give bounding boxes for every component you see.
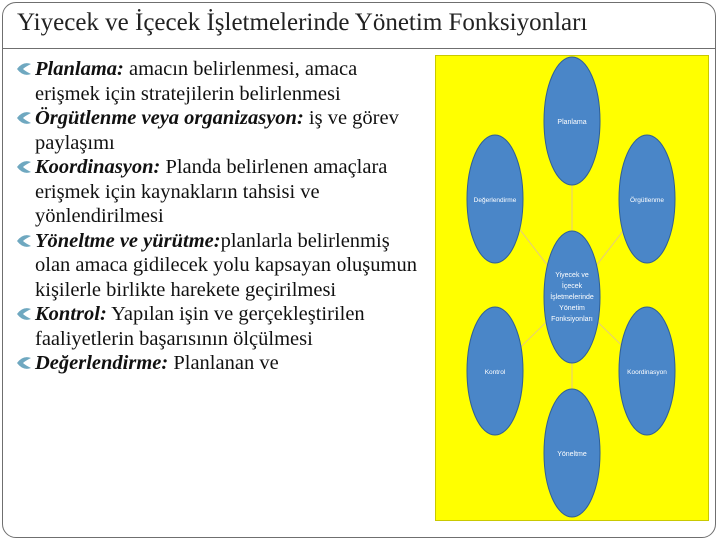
bullet-item <box>11 155 423 229</box>
bullet-term: Yöneltme ve yürütme: <box>35 229 221 252</box>
bullet-icon <box>13 232 33 250</box>
node-koordinasyon <box>619 307 675 435</box>
diagram-canvas <box>435 55 709 521</box>
node-yoneltme <box>544 389 600 517</box>
bullet-item <box>11 351 423 376</box>
bullet-item <box>11 57 423 106</box>
management-functions-diagram <box>435 55 709 521</box>
bullet-item <box>11 106 423 155</box>
node-label: Örgütlenme <box>630 197 664 204</box>
node-label: Yöneltme <box>557 451 587 458</box>
bullet-term: Kontrol: <box>35 303 107 325</box>
center-node <box>544 231 600 363</box>
bullet-text: Planda belirlenen amaçlara erişmek için kaynakların tahsisi ve yönlendirilmesi <box>35 156 388 227</box>
bullet-item <box>11 229 423 303</box>
bullet-text: amacın belirlenmesi, amaca erişmek için stratejilerin belirlenmesi <box>35 58 358 105</box>
bullet-term: Planlama: <box>35 58 124 80</box>
bullet-list <box>11 57 423 376</box>
node-label: Koordinasyon <box>627 369 667 376</box>
bullet-text: iş ve görev paylaşımı <box>35 107 399 154</box>
node-label: Planlama <box>557 119 587 126</box>
node-label: Değerlendirme <box>473 197 517 204</box>
node-planlama <box>544 57 600 185</box>
center-label-line: Yönetim <box>559 305 585 312</box>
center-label-line: İşletmelerinde <box>550 294 594 301</box>
bullet-icon <box>13 354 33 372</box>
node-kontrol <box>467 307 523 435</box>
slide-frame <box>2 2 716 538</box>
center-label-line: Yiyecek ve <box>555 272 589 279</box>
bullet-term: Örgütlenme veya organizasyon: <box>35 107 304 129</box>
slide-title: Yiyecek ve İçecek İşletmelerinde Yönetim Fonksiyonları <box>17 9 588 36</box>
bullet-text: Yapılan işin ve gerçekleştirilen faaliyetlerin başarısının ölçülmesi <box>35 303 365 350</box>
node-orgutlenme <box>619 135 675 263</box>
title-divider <box>3 48 715 49</box>
bullet-text: Planlanan ve <box>168 352 279 374</box>
bullet-term: Değerlendirme: <box>35 352 169 374</box>
node-degerlendirme <box>467 135 523 263</box>
bullet-icon <box>13 158 33 176</box>
bullet-icon <box>13 305 33 323</box>
center-label-line: İçecek <box>561 283 583 290</box>
bullet-term: Koordinasyon: <box>35 156 161 178</box>
node-label: Kontrol <box>484 369 506 376</box>
bullet-icon <box>13 109 33 127</box>
bullet-text: planlarla belirlenmiş olan amaca gidilecek yolu kapsayan oluşumun kişilerle birlikte harekete geçirilmesi <box>35 229 417 301</box>
center-label-line: Fonksiyonları <box>551 316 593 323</box>
bullet-icon <box>13 60 33 78</box>
bullet-item <box>11 302 423 351</box>
